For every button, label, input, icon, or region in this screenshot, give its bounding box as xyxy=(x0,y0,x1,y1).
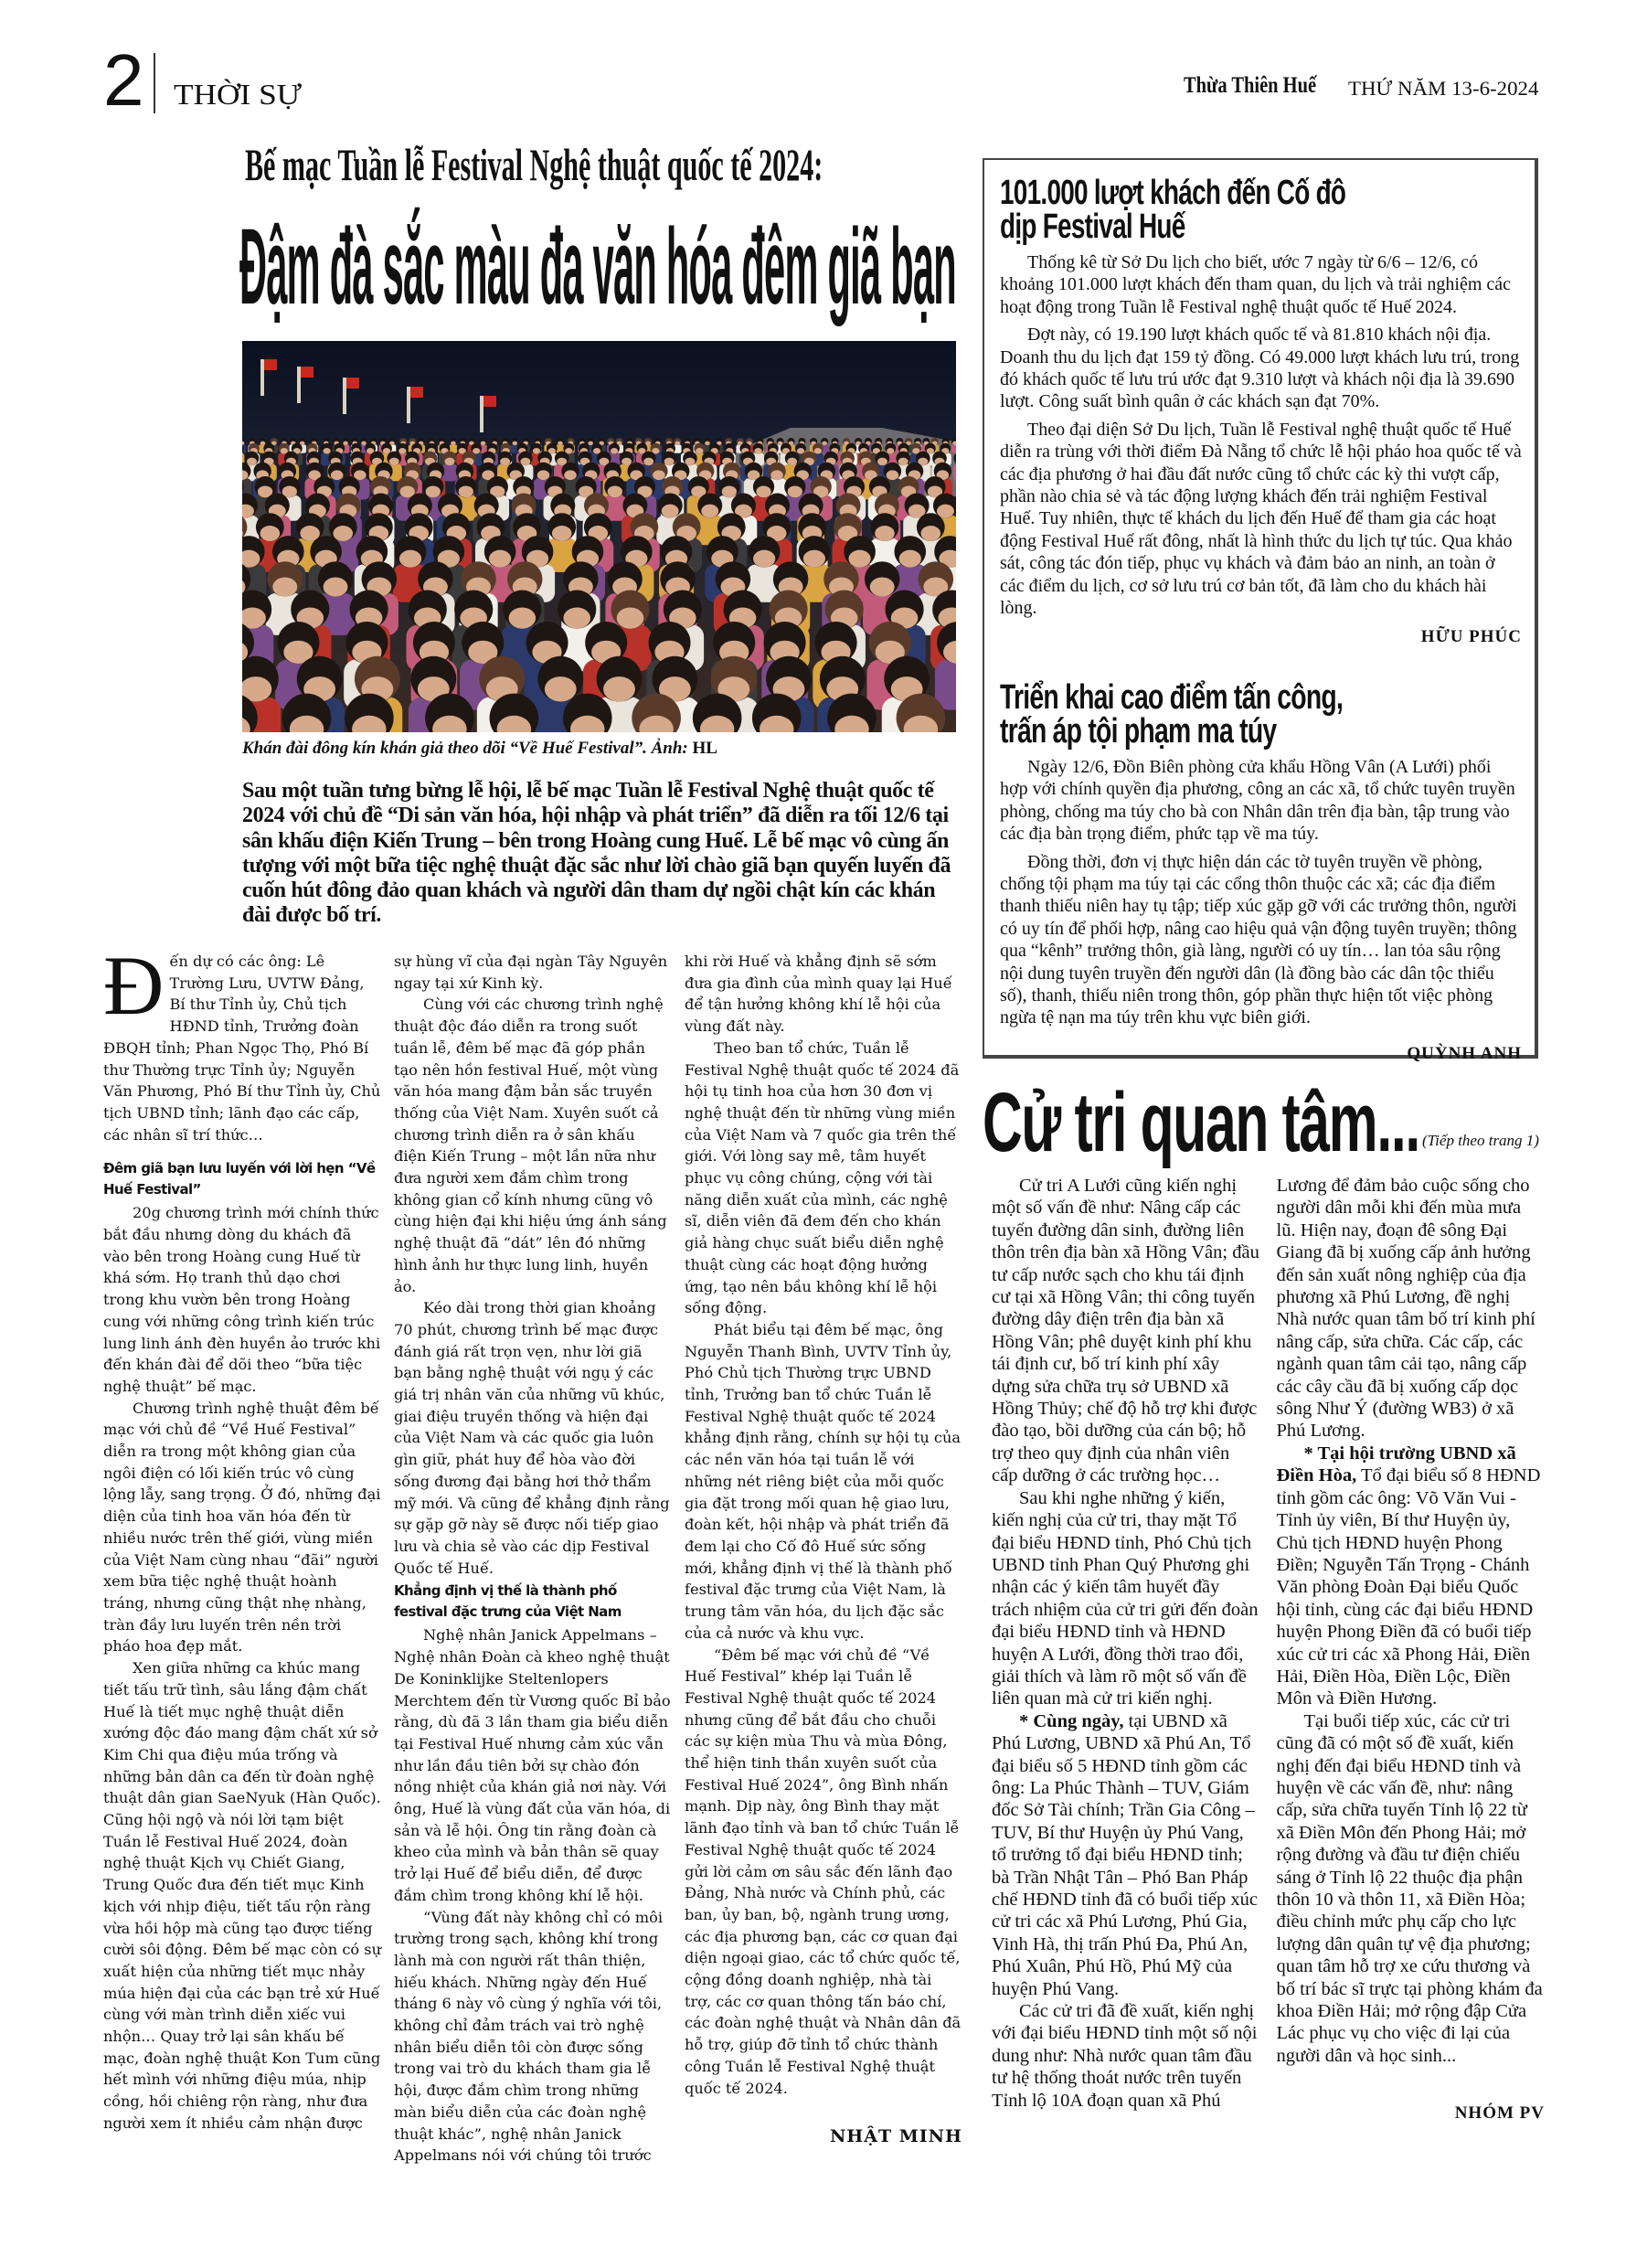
spectator-face xyxy=(622,458,632,466)
spectator-face xyxy=(343,442,348,445)
spectator-face xyxy=(662,505,679,518)
article-photo xyxy=(242,341,956,732)
spectator-face xyxy=(814,448,822,453)
spectator-face xyxy=(611,448,618,453)
spectator-face xyxy=(399,550,421,568)
continued-from-note: (Tiếp theo trang 1) xyxy=(1422,1132,1539,1149)
photo-caption xyxy=(242,739,717,759)
crowd-photo-image xyxy=(242,341,956,732)
spectator-face xyxy=(500,458,510,466)
spectator-face xyxy=(685,458,695,466)
drop-cap: Đ xyxy=(103,939,165,1032)
spectator-face xyxy=(645,442,651,445)
brief-byline: HỮU PHÚC xyxy=(1420,626,1522,646)
spectator-face xyxy=(361,442,367,445)
header-divider xyxy=(154,53,155,113)
flag-pole xyxy=(260,359,264,396)
flag xyxy=(410,387,423,398)
spectator-face xyxy=(459,485,473,497)
paper-name: Thừa Thiên Huế xyxy=(1184,73,1317,98)
article-kicker: Bế mạc Tuần lễ Festival Nghệ thuật quốc tế 2024: xyxy=(245,139,824,190)
article-headline: Đậm đà sắc màu đa văn hóa đêm giã bạn xyxy=(239,207,956,327)
spectator-face xyxy=(756,485,770,497)
spectator-face xyxy=(537,470,550,480)
spectator-face xyxy=(705,442,710,445)
spectator-face xyxy=(920,526,940,541)
paragraph: Cử tri A Lưới cũng kiến nghị một số vấn đề như: Nâng cấp các tuyến đường dân sinh, đường liên thôn trên địa bàn xã Hồng Vân; đầu tư cấp nước sạch cho khu tái định cư tại xã Hồng Vân; thi công tuyến đường dây điện trên địa bàn xã Hồng Vân; phê duyệt kinh phí khu tái định cư, bố trí kinh phí xây dựng sửa chữa trụ sở UBND xã Hồng Thủy; chế độ hỗ trợ khi được đào tạo, bồi dưỡng của cán bộ; hỗ trợ theo quy định của nhân viên cấp dưỡng ở các trường học… xyxy=(992,1176,1259,1486)
article-subhead: Đêm giã bạn lưu luyến với lời hẹn “Về Huế Festival” xyxy=(103,1160,376,1198)
paragraph: Ngày 12/6, Đồn Biên phòng cửa khẩu Hồng Vân (A Lưới) phối hợp với chính quyền địa phương, công an các xã, tổ chức tuyên truyền phòng, chống ma túy cho bà con Nhân dân trên địa bàn, tập trung vào các địa bàn trọng điểm, phức tạp về ma túy. xyxy=(1000,756,1515,845)
flag xyxy=(264,359,277,370)
spectator-face xyxy=(260,526,281,541)
spectator-face xyxy=(324,577,348,596)
spectator-face xyxy=(588,442,593,445)
page-number: 2 xyxy=(103,39,144,121)
spectator-face xyxy=(899,550,921,568)
spectator-face xyxy=(653,470,665,480)
spectator-face xyxy=(558,442,563,445)
paragraph: “Đêm bế mạc với chủ đề “Về Huế Festival” khép lại Tuần lễ Festival Nghệ thuật quốc tế 2024 nhưng cũng để bắt đầu cho chuỗi các sự kiện mùa Thu và mùa Đông, thể hiện tinh thần xuyên suốt của Festival Huế 2024”, ông Bình nhấn mạnh. Dịp này, ông Bình thay mặt lãnh đạo tỉnh và ban tổ chức Tuần lễ Festival Nghệ thuật quốc tế 2024 gửi lời cảm ơn sâu sắc đến lãnh đạo Đảng, Nhà nước và Chính phủ, các ban, ủy ban, bộ, ngành trung ương, các địa phương bạn, các cơ quan đại diện ngoại giao, các tổ chức quốc tế, cộng đồng doanh nghiệp, nhà tài trợ, các cơ quan thông tấn báo chí, các đoàn nghệ thuật và Nhân dân đã hỗ trợ, giúp đỡ tỉnh tổ chức thành công Tuần lễ Festival Nghệ thuật quốc tế 2024. xyxy=(685,1645,962,2097)
article-byline: NHẬT MINH xyxy=(829,2126,962,2147)
spectator-face xyxy=(617,607,644,628)
spectator-face xyxy=(563,607,590,628)
paragraph: Theo đại diện Sở Du lịch, Tuần lễ Festival nghệ thuật quốc tế Huế diễn ra trùng với thời điểm Đà Nẵng tổ chức lễ hội pháo hoa quốc tế và các địa phương ở hai đầu đất nước cũng tổ chức các kỳ thi vượt cấp, phần nào chia sẻ và tác động lượng khách đến trải nghiệm Festival Huế. Tuy nhiên, thực tế khách du lịch đến Huế để tham gia các hoạt động Festival Huế rất đông, nhất là hình thức du lịch tự túc. Qua khảo sát, công tác đón tiếp, phục vụ khách và đảm bảo an ninh, an toàn ở các điểm du lịch, cơ sở lưu trú cơ bản tốt, đã làm cho du khách hài lòng. xyxy=(1000,419,1522,619)
article-body xyxy=(103,939,962,2167)
spectator-face xyxy=(451,442,456,445)
spectator-face xyxy=(272,577,297,596)
paragraph: Phát biểu tại đêm bế mạc, ông Nguyễn Thanh Bình, UVTV Tỉnh ủy, Phó Chủ tịch Thường trực UBND tỉnh, Trưởng ban tổ chức Tuần lễ Festival Nghệ thuật quốc tế 2024 khẳng định rằng, chính sự hội tụ của các nền văn hóa tại tuần lễ với những nét riêng biệt của mỗi quốc gia đặt trong mối quan hệ giao lưu, đoàn kết, hội nhập và phát triển đã đem lại cho Cố đô Huế sức sống mới, khẳng định vị thế là thành phố festival đặc trưng của Việt Nam, là trung tâm văn hóa, du lịch đặc sắc của cả nước và khu vực. xyxy=(685,1320,962,1642)
spectator-body xyxy=(953,464,956,482)
spectator-face xyxy=(701,505,718,518)
spectator-face xyxy=(770,470,783,480)
article-lead: Sau một tuần tưng bừng lễ hội, lễ bế mạc Tuần lễ Festival Nghệ thuật quốc tế 2024 với chủ đề “Di sản văn hóa, hội nhập và phát triển” đã diễn ra tối 12/6 tại sân khấu điện Kiến Trung – bên trong Hoàng cung Huế. Lễ bế mạc vô cùng ấn tượng với một bữa tiệc nghệ thuật đặc sắc như lời chào giã bạn quyến luyến đã cuốn hút đông đảo quan khách và người dân tham dự ngồi chật kín các khán đài được bố trí. xyxy=(242,779,951,928)
paragraph: Sau khi nghe những ý kiến, kiến nghị của cử tri, thay mặt Tổ đại biểu HĐND tỉnh, Phó Chủ tịch UBND tỉnh Phan Quý Phương ghi nhận các ý kiến tâm huyết đầy trách nhiệm của cử tri gửi đến đoàn đại biểu HĐND tỉnh và HĐND huyện A Lưới, đồng thời trao đổi, giải thích và làm rõ một số vấn đề liên quan mà cử tri kiến nghị. xyxy=(992,1487,1259,1709)
spectator-face xyxy=(788,485,802,497)
spectator-face xyxy=(552,526,572,541)
flag-pole xyxy=(343,378,346,414)
flag-pole xyxy=(297,367,301,403)
spectator-face xyxy=(608,485,622,497)
spectator-face xyxy=(696,448,703,453)
spectator-face xyxy=(398,448,406,453)
spectator-face xyxy=(848,550,870,568)
spectator-face xyxy=(520,458,530,466)
section-name: THỜI SỰ xyxy=(174,78,303,111)
spectator-face xyxy=(247,458,257,466)
spectator-face xyxy=(489,550,511,568)
paragraph: Xen giữa những ca khúc mang tiết tấu trữ tình, sâu lắng đậm chất Huế là tiết mục nghệ thuật diễn xướng độc đáo mang đậm chất xứ sở Kim Chi qua điệu múa trống và những bản dân ca đến từ đoàn nghệ thuật dân gian SaeNyuk (Hàn Quốc). Cũng hội ngộ và nói lời tạm biệt Tuần lễ Festival Huế 2024, đoàn nghệ thuật Kịch vụ Chiết Giang, Trung Quốc đưa đến tiết mục Kinh kịch với nhịp điệu, tiết tấu rộn ràng vừa hồi hộp mà cũng tạo được tiếng cười sôi động. Đêm bế mạc còn có sự xuất hiện của những tiết mục nhảy múa hiện đại của các bạn trẻ xứ Huế cùng với màn trình diễn xiếc vui nhộn… Quay trở lại sân khấu bế mạc, đoàn nghệ thuật Kon Tum cũng hết mình với những điệu múa, nhịp cồng, hồi chiêng rộn ràng, như đưa người xem ít nhiều cảm nhận được sự hùng vĩ của đại ngàn Tây Nguyên ngay tại xứ Kinh kỳ. xyxy=(103,953,668,2132)
spectator-face xyxy=(389,458,399,466)
spectator-face xyxy=(333,526,353,541)
spectator-face xyxy=(323,448,330,453)
spectator-face xyxy=(564,470,577,480)
paragraph: Chương trình nghệ thuật đêm bế mạc với chủ đề “Về Huế Festival” diễn ra trong một không gian của ngôi điện có lối kiến trúc vô cùng lộng lẫy, sang trọng. Ở đó, những đại diện của tinh hoa văn hóa đến từ nhiều nước trên thế giới, vùng miền của Việt Nam cùng nhau “đãi” người xem bữa tiệc nghệ thuật hoành tráng, nhưng cũng thật nhẹ nhàng, tràn đầy lưu luyến trên nền trời pháo hoa đẹp mắt. xyxy=(103,1399,381,1656)
spectator-face xyxy=(512,442,517,445)
paragraph: * Tại hội trường UBND xã Điền Hòa, Tổ đại biểu số 8 HĐND tỉnh gồm các ông: Võ Văn Vui - Tỉnh ủy viên, Bí thư Huyện ủy, Chủ tịch HĐND huyện Phong Điền; Nguyễn Tấn Trọng - Chánh Văn phòng Đoàn Đại biểu Quốc hội tỉnh, cùng các đại biểu HĐND huyện Phong Điền đã có buổi tiếp xúc cử tri các xã Phong Hải, Điền Hải, Điền Hòa, Điền Lộc, Điền Môn và Điền Hương. xyxy=(1276,1443,1541,1709)
publication-date: THỨ NĂM 13-6-2024 xyxy=(1348,77,1539,100)
spectator-face xyxy=(870,577,895,596)
spectator-face xyxy=(787,458,797,466)
spectator-face xyxy=(937,505,954,518)
paragraph: Nghệ nhân Janick Appelmans – Nghệ nhân Đoàn cà kheo nghệ thuật De Koninklijke Steltenlopers Merchtem đến từ Vương quốc Bỉ bảo rằng, dù đã 3 lần tham gia biểu diễn tại Festival Huế nhưng cảm xúc vẫn như lần đầu tiên bởi sự chào đón nồng nhiệt của khán giả nơi này. Với ông, Huế là vùng đất của văn hóa, di sản và lễ hội. Ông tin rằng đoàn cà kheo của mình và bản thân sẽ quay trở lại Huế để biểu diễn, để được đắm chìm trong không khí lễ hội. xyxy=(394,1626,671,1904)
article-subhead: Khẳng định vị thế là thành phố festival đặc trưng của Việt Nam xyxy=(394,1582,622,1621)
cu-tri-body xyxy=(992,1175,1545,2125)
paragraph: Đợt này, có 19.190 lượt khách quốc tế và 81.810 khách nội địa. Doanh thu du lịch đạt 159 tỷ đồng. Có 49.000 lượt khách lưu trú, trong đó khách quốc tế lưu trú ước đạt 9.310 lượt và khách nội địa là 39.690 lượt. Công suất bình quân ở các khách sạn đạt 70%. xyxy=(1000,325,1520,412)
flag xyxy=(483,396,496,407)
news-brief-box xyxy=(983,158,1538,1063)
spectator-face xyxy=(675,442,680,445)
spectator-face xyxy=(778,442,783,445)
spectator-face xyxy=(331,470,344,480)
spectator-face xyxy=(426,485,441,497)
brief-title: Triển khai cao điểm tấn công, trấn áp tội phạm ma túy xyxy=(1000,677,1344,751)
flag xyxy=(346,378,359,389)
paragraph: 20g chương trình mới chính thức bắt đầu nhưng dòng du khách đã vào bên trong Hoàng cung Huế từ khá sớm. Họ tranh thủ dạo chơi trong khu vườn bên trong Hoàng cung với những công trình kiến trúc lung linh ánh đèn huyền ảo trước khi đến khán đài để dõi theo “bữa tiệc nghệ thuật” bế mạc. xyxy=(103,1204,381,1395)
spectator-face xyxy=(927,448,934,453)
spectator-face xyxy=(444,458,454,466)
photo-credit: HL xyxy=(692,739,717,758)
paragraph: “Vùng đất này không chỉ có môi trường trong sạch, không khí trong lành mà con người rất thân thiện, hiếu khách. Những ngày đến Huế tháng 6 này vô cùng ý nghĩa với tôi, không chỉ đảm trách vai trò nghệ nhân biểu diễn tôi còn được sống trong vai trò du khách tham gia lễ hội, được đắm chìm trong những màn biểu diễn của các đoàn nghệ thuật khác”, nghệ nhân Janick Appelmans nói với chúng tôi trước khi rời Huế và khẳng định sẽ sớm đưa gia đình của mình quay lại Huế để tận hưởng không khí lễ hội của vùng đất này. xyxy=(394,953,952,2165)
spectator-face xyxy=(383,448,390,453)
paragraph: Đồng thời, đơn vị thực hiện dán các tờ tuyên truyền về phòng, chống tội phạm ma túy tại các cổng thôn thuộc các xã; các địa điểm thanh thiếu niên hay tụ tập; tiếp xúc gặp gỡ với các trưởng thôn, người có uy tín để phối hợp, nâng cao hiệu quả vận động tuyên truyền; thông qua “kênh” trưởng thôn, già làng, người có uy tín… lan tỏa sâu rộng nội dung tuyên truyền đến người dân (là đồng bào các dân tộc thiểu số), thanh, thiếu niên trong thôn, góp phần thực hiện tốt việc phòng ngừa tệ nạn ma túy trên khu vực biên giới. xyxy=(1000,851,1517,1028)
flag xyxy=(301,367,313,378)
spectator-face xyxy=(803,550,825,568)
spectator-face xyxy=(545,676,577,701)
paragraph: Kéo dài trong thời gian khoảng 70 phút, chương trình bế mạc được đánh giá rất trọn vẹn, như lời giã bạn bằng nghệ thuật với ngụ ý các giá trị nhân văn của những vũ khúc, giai điệu truyền thống và hiện đại của Việt Nam và các quốc gia luôn gìn giữ, phát huy để hòa vào đời sống đương đại bằng hơi thở thẩm mỹ mới. Và cũng để khẳng định rằng sự gặp gỡ này sẽ được nối tiếp giao lưu và chia sẻ vào các dịp Festival Quốc tế Huế. xyxy=(394,1299,670,1577)
spectator-face xyxy=(643,458,653,466)
spectator-face xyxy=(664,458,675,466)
paragraph: Cùng với các chương trình nghệ thuật độc đáo diễn ra trong suốt tuần lễ, đêm bế mạc đã góp phần tạo nên hồn festival Huế, một vùng văn hóa mang đậm bản sắc truyền thống của Việt Nam. Xuyên suốt cả chương trình diễn ra ở sân khấu điện Kiến Trung – một lần nữa như đưa người xem đắm chìm trong không gian cổ kính nhưng cũng vô cùng hiện đại khi hiệu ứng ánh sáng nghệ thuật đã “dát” lên đó những hình ảnh hư thực lung linh, huyền ảo. xyxy=(394,996,667,1295)
caption-text: Khán đài đông kín khán giả theo dõi “Về Huế Festival”. Ảnh: xyxy=(242,739,688,758)
paragraph: Theo ban tổ chức, Tuần lễ Festival Nghệ thuật quốc tế 2024 đã hội tụ tinh hoa của hơn 30 đơn vị nghệ thuật đến từ những vùng miền của Việt Nam và 7 quốc gia trên thế giới. Với lòng say mê, tâm huyết phục vụ công chúng, cộng với tài năng diễn xuất của mình, các nghệ sĩ, diễn viên đã đem đến cho khán giả hàng chục suất biểu diễn nghệ thuật cùng các hoạt động hưởng ứng, tạo nên bầu không khí lễ hội sống động. xyxy=(685,1038,960,1317)
cu-tri-headline: Cử tri quan tâm... xyxy=(983,1076,1419,1169)
paragraph: Thống kê từ Sở Du lịch cho biết, ước 7 ngày từ 6/6 – 12/6, có khoảng 101.000 lượt khách đến tham quan, du lịch và trải nghiệm các hoạt động trong Tuần lễ Festival nghệ thuật quốc tế Huế 2024. xyxy=(1000,252,1512,317)
article-intro: Đến dự có các ông: Lê Trường Lưu, UVTW Đảng, Bí thư Tỉnh ủy, Chủ tịch HĐND tỉnh, Trưởng đoàn ĐBQH tỉnh; Phan Ngọc Thọ, Phó Bí thư Thường trực Tỉnh ủy; Nguyễn Văn Phương, Phó Bí thư Tỉnh ủy, Chủ tịch UBND tỉnh; lãnh đạo các cấp, các nhân sĩ trí thức… xyxy=(103,939,381,1144)
spectator-face xyxy=(822,442,827,445)
spectator-face xyxy=(887,448,894,453)
spectator-body xyxy=(951,444,956,453)
spectator-face xyxy=(753,550,775,568)
paragraph: Tại buổi tiếp xúc, các cử tri cũng đã có một số đề xuất, kiến nghị đến đại biểu HĐND tỉnh và huyện về các vấn đề, như: nâng cấp, sửa chữa tuyến Tỉnh lộ 22 từ xã Điền Môn đến Phong Hải; mở rộng đường và đầu tư điện chiếu sáng ở Tỉnh lộ 22 thuộc địa phận thôn 10 và thôn 11, xã Điền Hòa; điều chỉnh mức phụ cấp cho lực lượng dân quân tự vệ địa phương; quan tâm hỗ trợ xe cứu thương và bố trí bác sĩ trực tại phòng khám đa khoa Điền Hải; mở rộng đập Cửa Lác phục vụ cho việc đi lại của người dân và học sinh... xyxy=(1276,1710,1543,2066)
cu-tri-byline: NHÓM PV xyxy=(1454,2103,1545,2124)
spectator-face xyxy=(260,442,266,445)
spectator-face xyxy=(473,448,480,453)
paragraph: * Cùng ngày, tại UBND xã Phú Lương, UBND xã Phú An, Tổ đại biểu số 5 HĐND tỉnh gồm các ông: La Phúc Thành – TUV, Giám đốc Sở Tài chính; Trần Gia Công – TUV, Bí thư Huyện ủy Phú Vang, tổ trưởng tổ đại biểu HĐND tỉnh; bà Trần Nhật Tân – Phó Ban Pháp chế HĐND tỉnh đã có buổi tiếp xúc cử tri các xã Phú Lương, Phú Gia, Vinh Hà, thị trấn Phú Đa, Phú An, Phú Xuân, Phú Hồ, Phú Mỹ của huyện Phú Vang. xyxy=(992,1710,1258,1999)
spectator-face xyxy=(887,470,899,480)
spectator-face xyxy=(533,448,540,453)
spectator-face xyxy=(898,458,909,466)
spectator-face xyxy=(509,607,537,628)
spectator-face xyxy=(875,526,895,541)
spectator-face xyxy=(603,676,635,701)
spectator-face xyxy=(722,485,737,497)
brief-byline: QUỲNH ANH xyxy=(1407,1043,1522,1063)
spectator-face xyxy=(754,448,761,453)
spectator-face xyxy=(797,448,804,453)
paragraph: Các cử tri đã đề xuất, kiến nghị với đại biểu HĐND tỉnh một số nội dung như: Nhà nước quan tâm đầu tư hệ thống thoát nước trên tuyến Tỉnh lộ 10A đoạn quan xã Phú Lương để đảm bảo cuộc sống cho người dân mỗi khi đến mùa mưa lũ. Hiện nay, đoạn đê sông Đại Giang đã bị xuống cấp ảnh hưởng đến sản xuất nông nghiệp của địa phương xã Phú Lương, đề nghị Nhà nước quan tâm bố trí kinh phí nâng cấp, sửa chữa. Các cấp, các ngành quan tâm cải tạo, nâng cấp các cây cầu đã bị xuống cấp dọc sông Như Ý (đường WB3) ở xã Phú Lương. xyxy=(992,1176,1535,2111)
brief-title: 101.000 lượt khách đến Cố đô dịp Festival Huế xyxy=(1000,174,1346,246)
spectator-face xyxy=(877,458,887,466)
flag-pole xyxy=(480,396,483,432)
flag-pole xyxy=(407,387,410,423)
spectator-face xyxy=(481,442,486,445)
